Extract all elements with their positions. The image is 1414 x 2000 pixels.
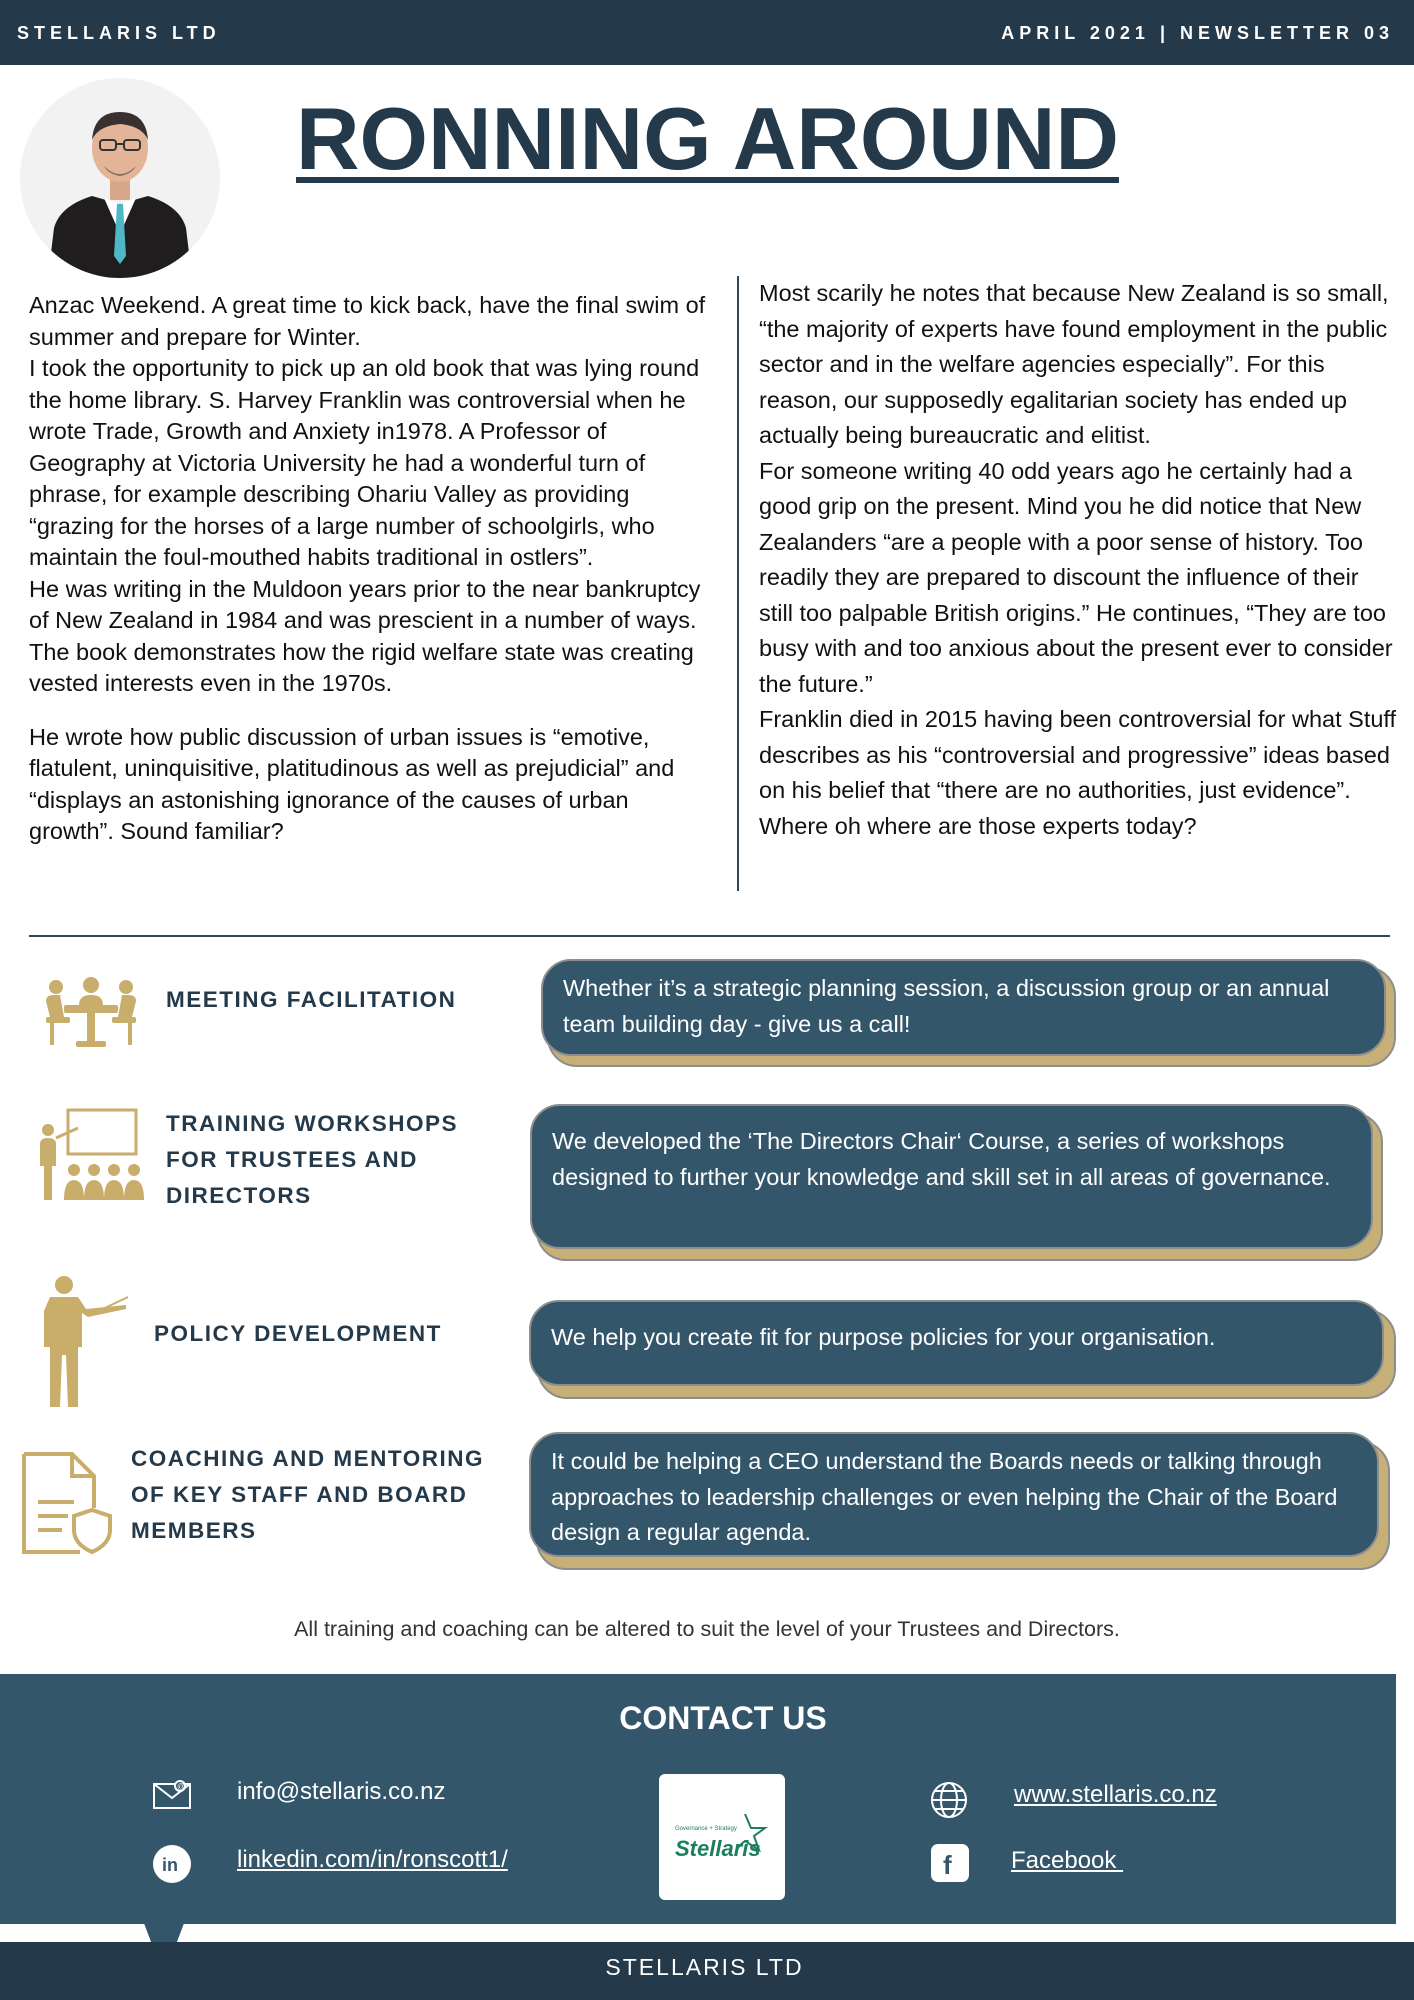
article-left-column: [29, 290, 719, 848]
facebook-link[interactable]: Facebook: [1011, 1847, 1124, 1874]
email-link[interactable]: info@stellaris.co.nz: [237, 1778, 446, 1805]
paragraph: For someone writing 40 odd years ago he certainly had a good grip on the present. Mind you he did notice that New Zealanders “are a people with a poor sense of history. Too readily they are prepared to discount the influence of their still too palpable British origins.” He continues, “They are too busy with and too anxious about the present ever to consider the future.”: [759, 457, 1393, 697]
company-name: STELLARIS LTD: [17, 23, 221, 43]
service-description: It could be helping a CEO understand the Boards needs or talking through approaches to leadership challenges or even helping the Chair of the Board design a regular agenda.: [529, 1432, 1379, 1557]
presenter-icon: [38, 1275, 130, 1416]
contact-title: CONTACT US: [619, 1700, 827, 1736]
article-title: RONNING AROUND: [296, 89, 1119, 188]
training-note: All training and coaching can be altered to suit the level of your Trustees and Directors.: [294, 1617, 1120, 1641]
globe-icon: [929, 1780, 969, 1827]
paragraph: He wrote how public discussion of urban issues is “emotive, flatulent, uninquisitive, platitudinous as well as prejudicial” and “displays an astonishing ignorance of the causes of urban growth”. Sound familiar?: [29, 723, 675, 844]
paragraph: He was writing in the Muldoon years prior to the near bankruptcy of New Zealand in 1984 and was prescient in a number of ways. The book demonstrates how the rigid welfare state was creating vested interests even in the 1970s.: [29, 575, 701, 696]
paragraph: Anzac Weekend. A great time to kick back, have the final swim of summer and prepare for Winter.: [29, 292, 706, 350]
service-description: We developed the ‘The Directors Chair‘ Course, a series of workshops designed to further your knowledge and skill set in all areas of governance.: [530, 1104, 1373, 1249]
service-title: MEETING FACILITATION: [166, 987, 457, 1012]
paragraph: I took the opportunity to pick up an old book that was lying round the home library. S. Harvey Franklin was controversial when he wrote Trade, Growth and Anxiety in1978. A Professor of Geography at Victoria University he had a wonderful turn of phrase, for example describing Ohariu Valley as providing “grazing for the horses of a large number of schoolgirls, who maintain the foul-mouthed habits traditional in ostlers”.: [29, 355, 700, 570]
footer-bar: [0, 1942, 1414, 2000]
email-icon: [152, 1778, 192, 1817]
article-right-column: [759, 276, 1399, 844]
paragraph: Franklin died in 2015 having been controversial for what Stuff describes as his “controversial and progressive” ideas based on his belief that “there are no authorities, just evidence”.: [759, 706, 1397, 803]
linkedin-icon[interactable]: [152, 1844, 192, 1891]
footer-company: STELLARIS LTD: [605, 1954, 804, 1980]
service-title: POLICY DEVELOPMENT: [154, 1321, 442, 1346]
paragraph: Where oh where are those experts today?: [759, 812, 1197, 839]
svg-text:@: @: [177, 1782, 186, 1791]
column-divider: [737, 276, 739, 891]
contact-section: [0, 1674, 1396, 1924]
logo-wordmark: Stellaris: [675, 1836, 761, 1861]
stellaris-logo: [659, 1774, 785, 1900]
facebook-icon[interactable]: [931, 1844, 969, 1889]
service-title: TRAINING WORKSHOPS FOR TRUSTEES AND DIRECTORS: [166, 1111, 459, 1208]
meeting-icon: [40, 975, 142, 1054]
linkedin-link[interactable]: linkedin.com/in/ronscott1/: [237, 1846, 508, 1873]
issue-date: APRIL 2021 | NEWSLETTER 03: [1001, 23, 1394, 43]
top-banner: [0, 0, 1414, 65]
service-description: Whether it’s a strategic planning session, a discussion group or an annual team building day - give us a call!: [541, 959, 1386, 1056]
website-link[interactable]: www.stellaris.co.nz: [1014, 1781, 1217, 1808]
training-icon: [38, 1108, 150, 1207]
svg-text:in: in: [162, 1855, 178, 1875]
document-shield-icon: [22, 1452, 114, 1559]
author-portrait: [20, 78, 220, 278]
svg-text:f: f: [943, 1850, 952, 1880]
paragraph: Most scarily he notes that because New Zealand is so small, “the majority of experts have found employment in the public sector and in the welfare agencies especially”. For this reason, our supposedly egalitarian society has ended up actually being bureaucratic and elitist.: [759, 280, 1389, 448]
service-description: We help you create fit for purpose policies for your organisation.: [529, 1300, 1384, 1386]
service-title: COACHING AND MENTORING OF KEY STAFF AND BOARD MEMBERS: [131, 1446, 484, 1543]
logo-tagline: Governance + Strategy: [675, 1826, 737, 1832]
section-divider: [29, 935, 1390, 937]
